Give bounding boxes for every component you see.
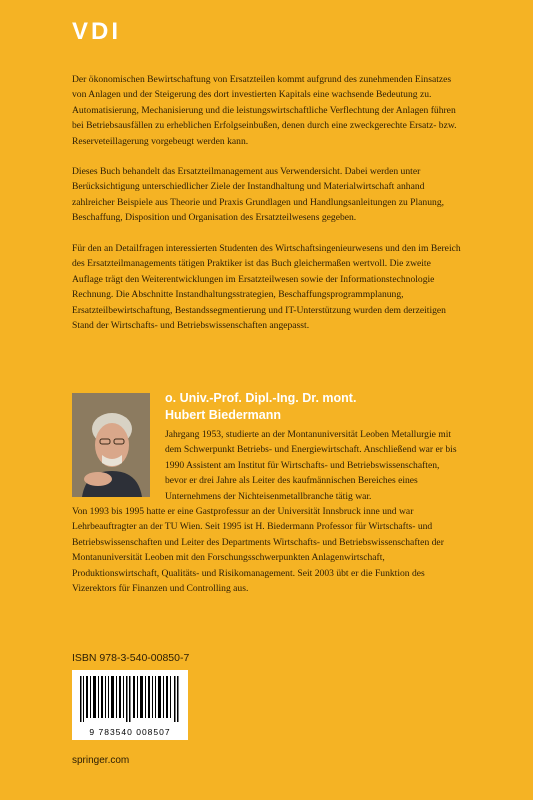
- publisher-url[interactable]: springer.com: [72, 755, 130, 766]
- vdi-logo: VDI: [72, 18, 122, 45]
- author-photo: [72, 393, 150, 497]
- author-name: Hubert Biedermann: [165, 408, 281, 422]
- description-paragraph-1: Der ökonomischen Bewirtschaftung von Ersatzteilen kommt aufgrund des zunehmenden Einsatzes von Anlagen und der Steigerung des dort investierten Kapitals eine wachsende Bedeutung zu. Automatisierung, Mechanisierung und die leistungswirtschaftliche Verflechtung der Anlagen führen bei Betriebsausfällen zu erheblichen Erfolgseinbußen, denen durch eine zweckgerechte Ersatz- bzw. Reserveteillagerung vorgebeugt werden kann.: [72, 74, 457, 147]
- barcode: [72, 670, 188, 740]
- author-title: o. Univ.-Prof. Dipl.-Ing. Dr. mont.: [165, 391, 357, 405]
- description-paragraph-3: Für den an Detailfragen interessierten Studenten des Wirtschaftsingenieurwesens und den im Bereich des Ersatzteilmanagements tätigen Praktiker ist das Buch gleichermaßen wertvoll. Die zweite Auflage trägt den Weiterentwicklungen im Ersatzteilwesen sowie der Informationstechnologie Rechnung. Die Abschnitte Instandhaltungsstrategien, Beschaffungsprogrammplanung, Ersatzteilbewirtschaftung, Bestandssegmentierung und IT-Unterstützung wurden dem derzeitigen Stand der Wirtschafts- und Betriebswissenschaften angepasst.: [72, 243, 461, 332]
- description-paragraph-2: Dieses Buch behandelt das Ersatzteilmanagement aus Verwendersicht. Dabei werden unter Berücksichtigung unterschiedlicher Ziele der Instandhaltung und Materialwirtschaft anhand zahlreicher Beispiele aus Theorie und Praxis Grundlagen und Handlungsanleitungen zu Planung, Beschaffung, Disposition und Organisation des Ersatzteilwesens gegeben.: [72, 166, 445, 224]
- barcode-bars: [80, 676, 180, 722]
- author-bio-side: Jahrgang 1953, studierte an der Montanuniversität Leoben Metallurgie mit dem Schwerpunkt Betriebs- und Energiewirtschaft. Anschließend war er bis 1990 Assistent am Institut für Wirtschafts- und Betriebswissenschaften, bevor er drei Jahre als Leiter des kaufmännischen Bereiches eines Unternehmens der Nichteisenmetallbranche tätig war.: [165, 429, 457, 502]
- author-bio-continued: Von 1993 bis 1995 hatte er eine Gastprofessur an der Universität Innsbruck inne und war Lehrbeauftragter an der TU Wien. Seit 1995 ist H. Biedermann Professor für Wirtschafts- und Betriebswissenschaften und Leiter des Departments Wirtschafts- und Betriebswissenschaften der Montanuniversität Leoben mit den Forschungsschwerpunkten Anlagenwirtschaft, Produktionswirtschaft, Qualitäts- und Risikomanagement. Seit 2003 übt er die Funktion des Vizerektors für Finanzen und Controlling aus.: [72, 506, 444, 595]
- barcode-digits: 9 783540 008507: [89, 727, 171, 737]
- isbn-label: ISBN 978-3-540-00850-7: [72, 652, 190, 664]
